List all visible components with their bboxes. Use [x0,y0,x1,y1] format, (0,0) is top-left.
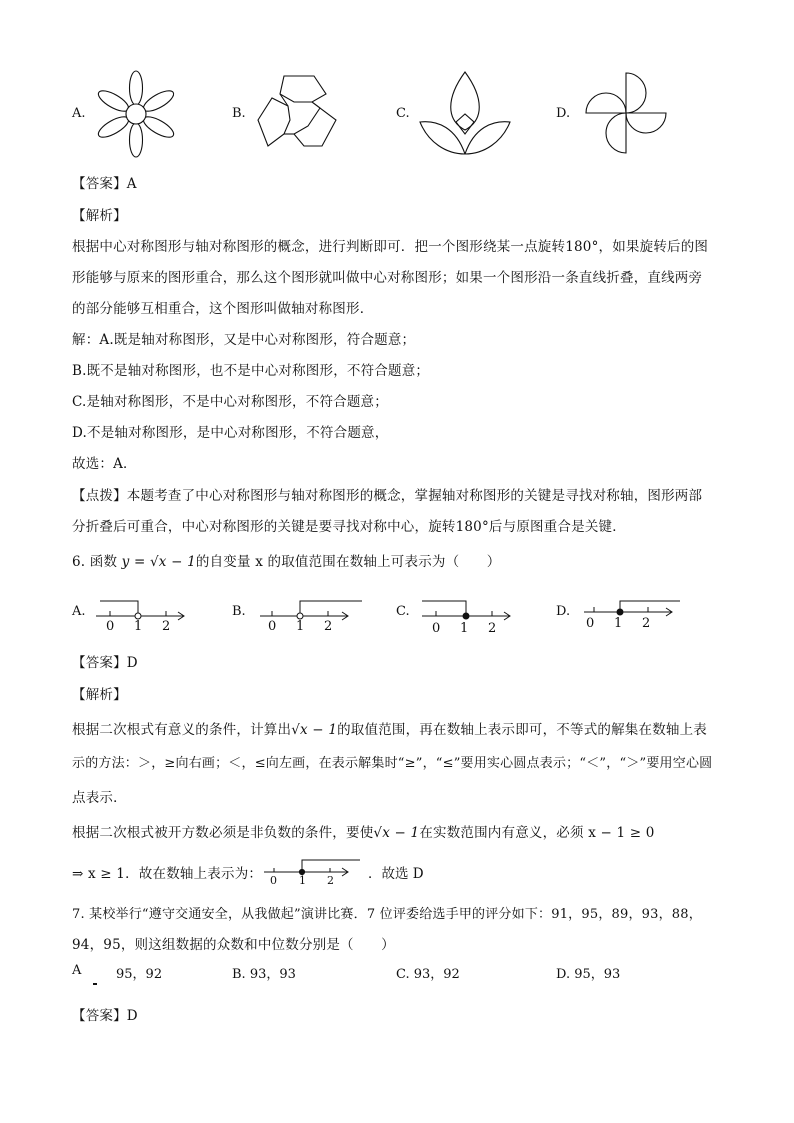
number-line-d [580,596,690,636]
tick-label: 2 [324,619,333,634]
q6-analysis-text: 的取值范围，再在数轴上表示即可，不等式的解集在数轴上表 [337,722,708,738]
q7-option-b: B. 93，93 [232,967,296,982]
q6-analysis-line: 示的方法：＞，≥向右画；＜，≤向左画，在表示解集时“≥”，“≤”要用实心圆点表示；“＜”，“＞”要用空心圆 [72,756,713,771]
tick-label: 2 [162,619,171,634]
q5-answer: 【答案】A [72,176,137,192]
q5-analysis-line: C.是轴对称图形，不是中心对称图形，不符合题意； [72,394,388,410]
q5-analysis-line: 根据中心对称图形与轴对称图形的概念，进行判断即可．把一个图形绕某一点旋转180°，如果旋转后的图 [72,239,709,255]
q5-tip-line: 分折叠后可重合，中心对称图形的关键是要寻找对称中心，旋转180°后与原图重合是关键． [72,519,626,535]
sqrt-expression: √x − 1 [291,722,338,738]
q6-analysis-text: ．故选 D [368,866,424,882]
q6-option-c-label: C. [396,604,410,619]
tick-label: 1 [460,621,469,636]
pinwheel-figure [580,70,672,156]
q6-analysis-text: 根据二次根式被开方数必须是非负数的条件，要使 [72,825,374,841]
tick-label: 1 [296,619,305,634]
q6-analysis-heading: 【解析】 [72,687,127,703]
q5-option-d-label: D. [556,106,571,121]
q6-answer: 【答案】D [72,655,138,671]
tick-label: 0 [268,619,277,634]
q5-analysis-line: 的部分能够互相重合，这个图形叫做轴对称图形． [72,301,374,317]
q5-option-c-label: C. [396,106,410,121]
tick-label: 2 [642,616,651,631]
number-line-inline [262,856,362,886]
q5-tip-line: 【点拨】本题考查了中心对称图形与轴对称图形的概念，掌握轴对称图形的关键是寻找对称轴，图形两部 [72,488,703,504]
tick-label: 1 [614,616,623,631]
q7-option-c: C. 93，92 [396,967,460,982]
q6-analysis-line [72,821,655,841]
q6-analysis-line: 点表示． [72,790,127,806]
tick-label: 0 [586,616,595,631]
flower-figure [100,70,172,158]
tick-label: 1 [299,874,306,887]
q6-analysis-line [72,718,707,738]
q5-option-b-label: B. [232,106,246,121]
option-a-mark [93,983,97,985]
q5-analysis-line: B.既不是轴对称图形，也不是中心对称图形，不符合题意； [72,363,430,379]
q6-stem-prefix: 6. 函数 [72,554,118,570]
q7-option-a-label: A [72,963,82,978]
q6-function: y = √x − 1 [121,554,196,570]
tick-label: 1 [134,619,143,634]
q5-analysis-heading: 【解析】 [72,208,127,224]
q6-stem [72,550,500,570]
q6-stem-suffix: 的自变量 x 的取值范围在数轴上可表示为（ ） [195,554,501,570]
recycle-triangle-figure [254,72,340,152]
tick-label: 2 [327,874,334,887]
q5-analysis-line: 故选：A． [72,456,137,472]
lotus-figure [416,70,514,156]
tick-label: 2 [488,621,497,636]
q5-analysis-line: D.不是轴对称图形，是中心对称图形，不符合题意， [72,425,389,441]
q5-analysis-line: 解：A.既是轴对称图形，又是中心对称图形，符合题意； [72,332,416,348]
q6-analysis-text: 在实数范围内有意义，必须 x − 1 ≥ 0 [419,825,655,841]
q5-option-a-label: A. [72,106,86,121]
q7-stem-line: 7. 某校举行“遵守交通安全，从我做起”演讲比赛．7 位评委给选手甲的评分如下：91，95，89，93，88， [72,907,702,922]
q7-option-a-value: 95，92 [116,967,163,982]
q6-option-a-label: A. [72,604,86,619]
q7-option-d: D. 95，93 [556,967,621,982]
q5-analysis-line: 形能够与原来的图形重合，那么这个图形就叫做中心对称图形；如果一个图形沿一条直线折叠，直线两旁 [72,270,703,286]
tick-label: 0 [106,619,115,634]
q6-option-d-label: D. [556,604,571,619]
q6-option-b-label: B. [232,604,246,619]
q7-stem-line: 94，95，则这组数据的众数和中位数分别是（ ） [72,937,395,953]
q6-analysis-text: 根据二次根式有意义的条件，计算出 [72,722,292,738]
q7-answer: 【答案】D [72,1008,138,1024]
tick-label: 0 [432,621,441,636]
tick-label: 0 [270,874,277,887]
q6-analysis-text: ⇒ x ≥ 1．故在数轴上表示为： [72,866,263,882]
sqrt-expression: √x − 1 [373,825,420,841]
